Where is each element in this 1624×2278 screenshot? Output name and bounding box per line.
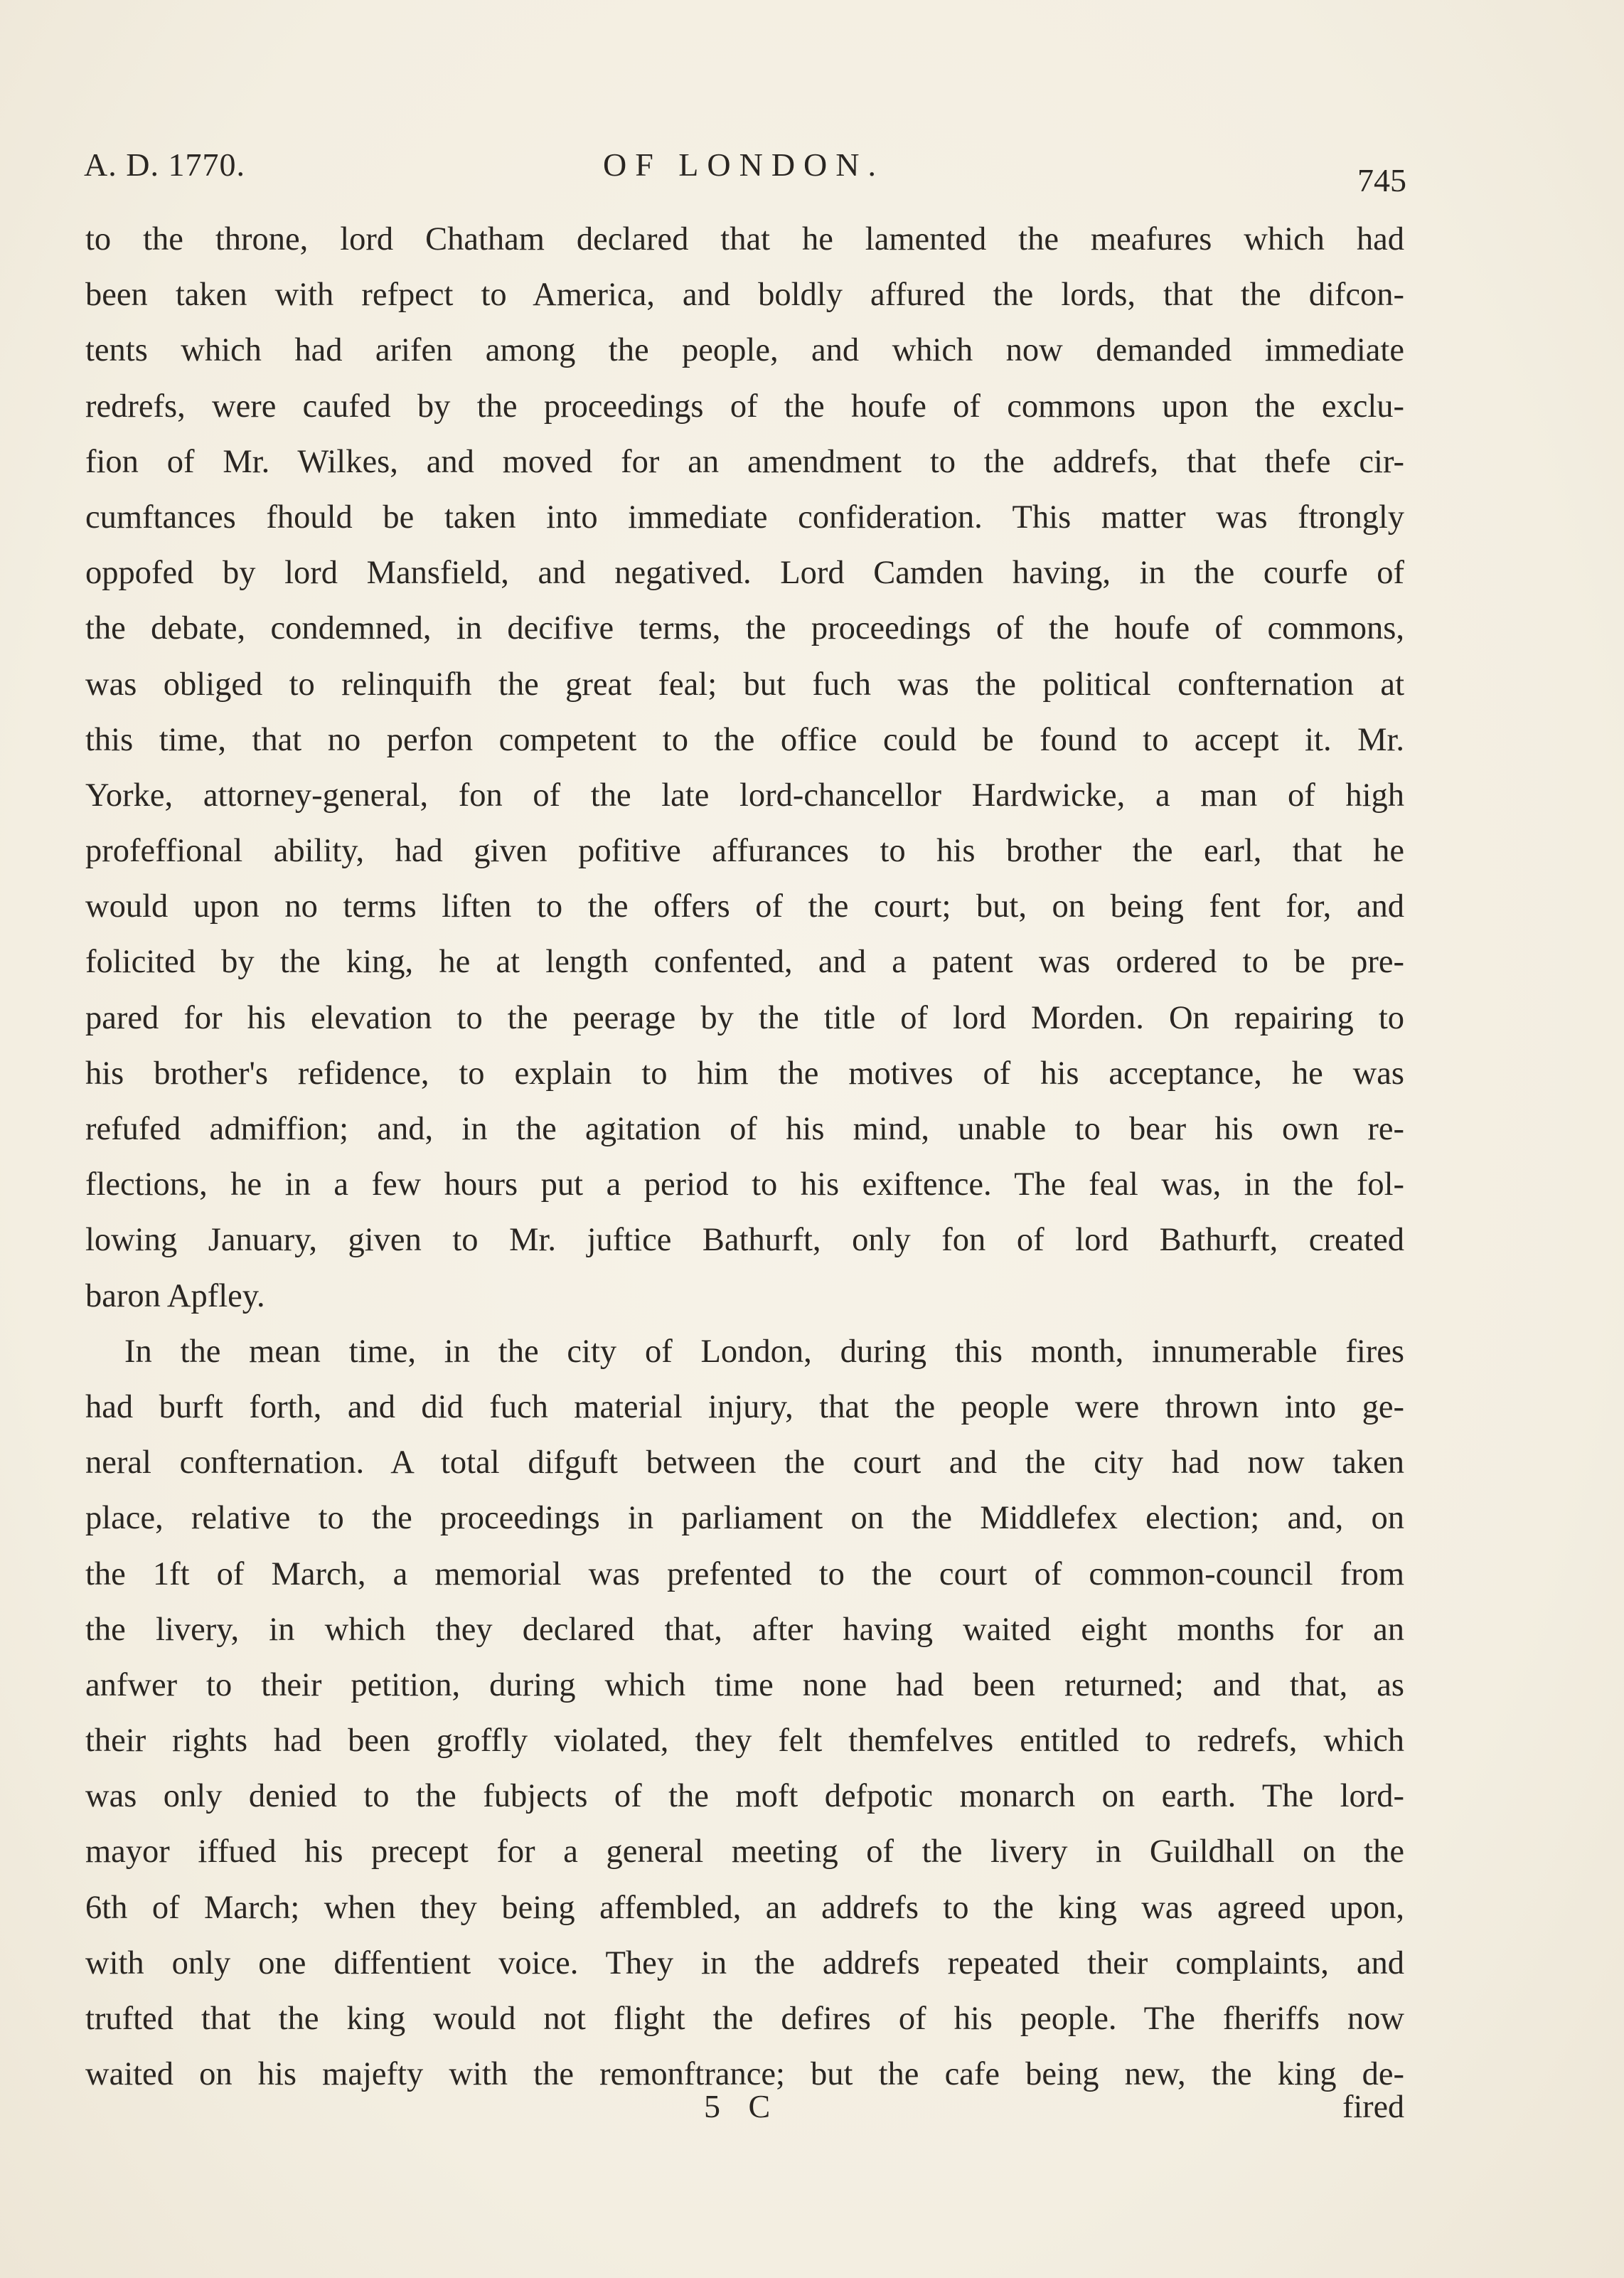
signature-mark: 5 C [704, 2088, 781, 2124]
text-line: the 1ft of March, a memorial was prefented to the court of common-council from [85, 1555, 1404, 1592]
text-line: the debate, condemned, in decifive terms, the proceedings of the houfe of commons, [85, 610, 1404, 647]
text-line: 6th of March; when they being affembled, an addrefs to the king was agreed upon, [85, 1889, 1404, 1926]
text-line: anfwer to their petition, during which time none had been returned; and that, as [85, 1666, 1404, 1703]
text-line: flections, he in a few hours put a period to his exiftence. The feal was, in the fol- [85, 1166, 1404, 1203]
text-line: been taken with refpect to America, and boldly affured the lords, that the difcon- [85, 277, 1404, 314]
text-line: profeffional ability, had given pofitive affurances to his brother the earl, that he [85, 833, 1404, 870]
text-line: oppofed by lord Mansfield, and negatived. Lord Camden having, in the courfe of [85, 555, 1404, 592]
text-line: redrefs, were caufed by the proceedings of the houfe of commons upon the exclu- [85, 388, 1404, 425]
text-line: with only one diffentient voice. They in the addrefs repeated their complaints, and [85, 1944, 1404, 1981]
text-line: was obliged to relinquifh the great feal; but fuch was the political confternation at [85, 666, 1404, 703]
text-line: folicited by the king, he at length confented, and a patent was ordered to be pre- [85, 944, 1404, 981]
text-line: would upon no terms liften to the offers of the court; but, on being fent for, and [85, 888, 1404, 925]
text-line: his brother's refidence, to explain to him the motives of his acceptance, he was [85, 1055, 1404, 1092]
body-text [85, 212, 1404, 2102]
text-line: this time, that no perfon competent to the office could be found to accept it. Mr. [85, 721, 1404, 758]
text-line: Yorke, attorney-general, fon of the late lord-chancellor Hardwicke, a man of high [85, 777, 1404, 814]
text-line: their rights had been groffly violated, they felt themfelves entitled to redrefs, which [85, 1723, 1404, 1760]
running-header [84, 146, 1406, 196]
text-line: was only denied to the fubjects of the moft defpotic monarch on earth. The lord- [85, 1778, 1404, 1815]
text-line: place, relative to the proceedings in parliament on the Middlefex election; and, on [85, 1500, 1404, 1537]
text-line: the livery, in which they declared that, after having waited eight months for an [85, 1611, 1404, 1648]
text-line: cumftances fhould be taken into immediate confideration. This matter was ftrongly [85, 499, 1404, 536]
text-line: pared for his elevation to the peerage by the title of lord Morden. On repairing to [85, 999, 1404, 1036]
text-line: lowing January, given to Mr. juftice Bathurft, only fon of lord Bathurft, created [85, 1222, 1404, 1259]
paragraph-end-line: baron Apfley. [85, 1277, 265, 1314]
page-number: 745 [1357, 162, 1406, 198]
text-line: neral confternation. A total difguft between the court and the city had now taken [85, 1444, 1404, 1481]
text-line: to the throne, lord Chatham declared that he lamented the meafures which had [85, 221, 1404, 257]
running-head-title: OF LONDON. [603, 147, 885, 183]
text-line: tents which had arifen among the people, and which now demanded immediate [85, 332, 1404, 369]
page-footer [85, 2087, 1404, 2137]
running-head-date: A. D. 1770. [84, 147, 245, 183]
text-line: mayor iffued his precept for a general meeting of the livery in Guildhall on the [85, 1833, 1404, 1870]
text-line: refufed admiffion; and, in the agitation of his mind, unable to bear his own re- [85, 1111, 1404, 1147]
text-line: trufted that the king would not flight the defires of his people. The fheriffs now [85, 2001, 1404, 2037]
text-line: waited on his majefty with the remonftrance; but the cafe being new, the king de- [85, 2056, 1404, 2093]
catchword: fired [1342, 2088, 1404, 2124]
paragraph-start-line: In the mean time, in the city of London, during this month, innumerable fires [124, 1333, 1404, 1370]
text-line: had burft forth, and did fuch material injury, that the people were thrown into ge- [85, 1388, 1404, 1425]
text-line: fion of Mr. Wilkes, and moved for an amendment to the addrefs, that thefe cir- [85, 443, 1404, 480]
